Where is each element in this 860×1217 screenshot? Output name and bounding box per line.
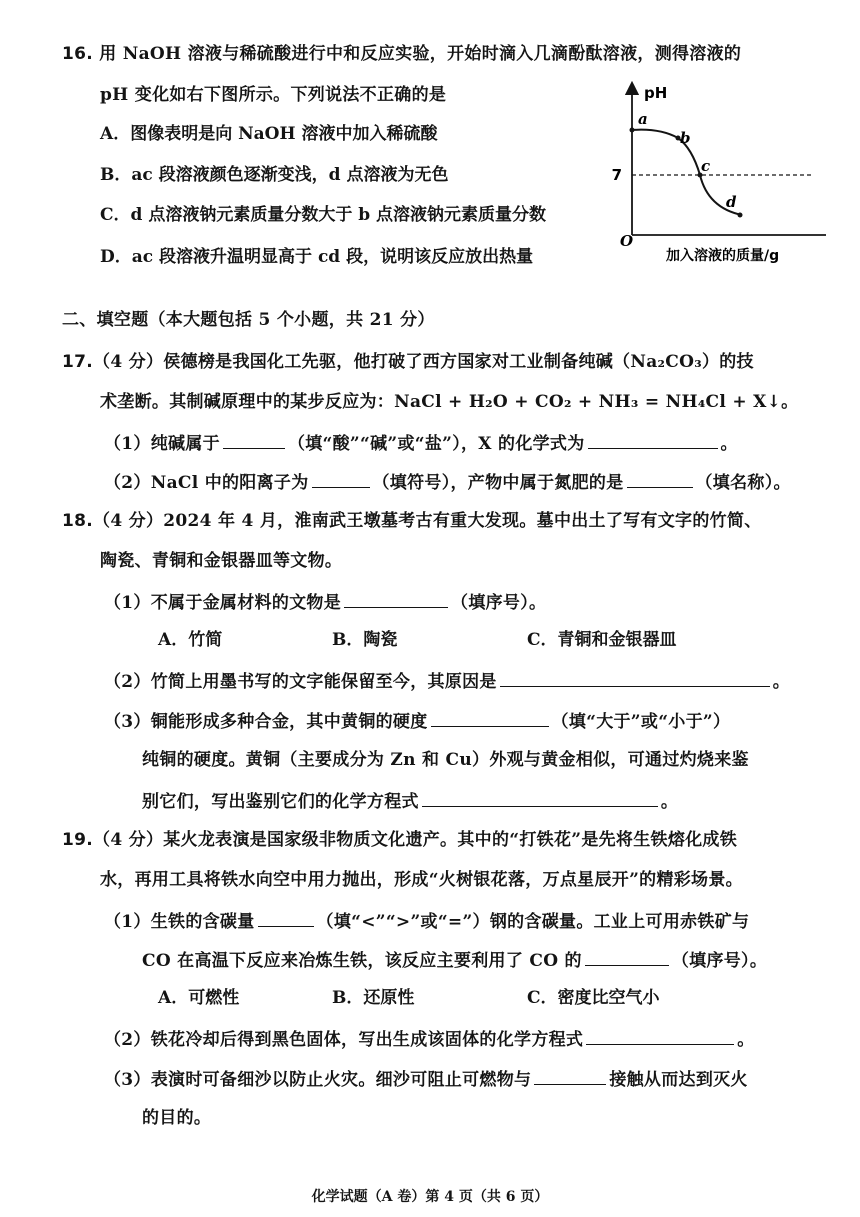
- q18-stem-line1: （4 分）2024 年 4 月，淮南武王墩墓考古有重大发现。墓中出土了写有文字的竹简、: [93, 511, 762, 531]
- q18-sub3-line3: [142, 788, 678, 814]
- q19-sub1-text-a: （1）生铁的含碳量: [104, 912, 255, 932]
- q18-sub2-text-b: 。: [772, 672, 791, 692]
- q17-sub1-text-a: （1）纯碱属于: [104, 434, 220, 454]
- q18-number: 18.: [62, 511, 94, 531]
- q17-sub2-text-c: （填名称）。: [695, 473, 791, 493]
- q18-sub3-text-c: 别它们，写出鉴别它们的化学方程式: [142, 792, 419, 812]
- q17-stem-line1: （4 分）侯德榜是我国化工先驱，他打破了西方国家对工业制备纯碱（Na₂CO₃）的技: [93, 352, 754, 372]
- q19-option-c: C．密度比空气小: [527, 988, 660, 1008]
- q16-number: 16.: [62, 44, 94, 64]
- page-footer: 化学试题（A 卷）第 4 页（共 6 页）: [311, 1189, 549, 1205]
- q18-sub3-text-a: （3）铜能形成多种合金，其中黄铜的硬度: [104, 712, 428, 732]
- section-title: 二、填空题（本大题包括 5 个小题，共 21 分）: [62, 310, 435, 330]
- q19-blank-3[interactable]: [586, 1026, 734, 1045]
- q18-sub2-text-a: （2）竹简上用墨书写的文字能保留至今，其原因是: [104, 672, 497, 692]
- origin-label: O: [620, 232, 634, 250]
- q19-stem-line2: 水，再用工具将铁水向空中用力抛出，形成“火树银花落，万点星辰开”的精彩场景。: [100, 870, 743, 890]
- label-b: b: [680, 129, 691, 147]
- q19-sub1: [104, 908, 749, 934]
- q19-blank-1[interactable]: [258, 908, 314, 927]
- q16-option-c: C．d 点溶液钠元素质量分数大于 b 点溶液钠元素质量分数: [100, 205, 547, 225]
- q16-option-d: D．ac 段溶液升温明显高于 cd 段，说明该反应放出热量: [100, 247, 534, 267]
- q19-sub3-line2: 的目的。: [142, 1108, 212, 1128]
- point-a: [630, 128, 635, 133]
- q19-sub3: [104, 1066, 748, 1092]
- q18-sub3-line2: 纯铜的硬度。黄铜（主要成分为 Zn 和 Cu）外观与黄金相似，可通过灼烧来鉴: [142, 750, 749, 770]
- q16-option-a: A．图像表明是向 NaOH 溶液中加入稀硫酸: [100, 124, 438, 144]
- q17-sub1-text-c: 。: [720, 434, 738, 454]
- q19-line1: [62, 828, 737, 852]
- label-c: c: [701, 157, 711, 175]
- q17-sub2-text-b: （填符号），产物中属于氮肥的是: [372, 473, 624, 493]
- q19-sub1-text-b: （填“<”“>”或“=”）钢的含碳量。工业上可用赤铁矿与: [316, 912, 750, 932]
- q19-option-b: B．还原性: [332, 988, 415, 1008]
- q19-sub3-text-a: （3）表演时可备细沙以防止火灾。细沙可阻止可燃物与: [104, 1070, 532, 1090]
- q19-sub2: [104, 1026, 755, 1052]
- q18-line1: [62, 509, 762, 533]
- q17-sub1: [104, 430, 738, 456]
- tick-7: 7: [611, 166, 622, 184]
- q19-number: 19.: [62, 830, 94, 850]
- q19-option-a: A．可燃性: [158, 988, 240, 1008]
- q17-line1: [62, 350, 754, 374]
- q19-sub2-text-b: 。: [737, 1030, 755, 1050]
- q17-sub2: [104, 469, 791, 495]
- q17-blank-3[interactable]: [312, 469, 370, 488]
- q17-blank-4[interactable]: [627, 469, 693, 488]
- q18-option-a: A．竹简: [158, 630, 223, 650]
- label-a: a: [638, 110, 648, 128]
- q18-sub3-text-b: （填“大于”或“小于”）: [551, 712, 731, 732]
- q18-sub1-text-b: （填序号）。: [451, 593, 547, 613]
- q17-stem-line2: 术垄断。其制碱原理中的某步反应为：NaCl + H₂O + CO₂ + NH₃ = NH₄Cl + X↓。: [100, 392, 799, 412]
- q19-blank-2[interactable]: [585, 947, 669, 966]
- q19-sub2-text-a: （2）铁花冷却后得到黑色固体，写出生成该固体的化学方程式: [104, 1030, 584, 1050]
- q18-blank-4[interactable]: [422, 788, 658, 807]
- q16-option-b: B．ac 段溶液颜色逐渐变浅，d 点溶液为无色: [100, 165, 449, 185]
- q19-sub3-text-b: 接触从而达到灭火: [609, 1070, 748, 1090]
- q18-blank-1[interactable]: [344, 589, 448, 608]
- q18-option-c: C．青铜和金银器皿: [527, 630, 677, 650]
- q16-stem-line1: 用 NaOH 溶液与稀硫酸进行中和反应实验，开始时滴入几滴酚酞溶液，测得溶液的: [99, 44, 742, 64]
- q19-blank-4[interactable]: [534, 1066, 606, 1085]
- q19-sub1-line2: [142, 947, 767, 973]
- y-axis-label: pH: [644, 84, 668, 102]
- q18-stem-line2: 陶瓷、青铜和金银器皿等文物。: [100, 551, 343, 571]
- ph-graph: [600, 80, 830, 270]
- q17-sub1-text-b: （填“酸”“碱”或“盐”），X 的化学式为: [287, 434, 585, 454]
- q18-sub1-text-a: （1）不属于金属材料的文物是: [104, 593, 342, 613]
- q16-line1: [62, 42, 741, 66]
- q18-option-b: B．陶瓷: [332, 630, 398, 650]
- q17-blank-2[interactable]: [588, 430, 718, 449]
- q17-number: 17.: [62, 352, 94, 372]
- q18-sub1: [104, 589, 546, 615]
- q19-sub1-text-d: （填序号）。: [671, 951, 768, 971]
- q19-stem-line1: （4 分）某火龙表演是国家级非物质文化遗产。其中的“打铁花”是先将生铁熔化成铁: [93, 830, 738, 850]
- q17-sub2-text-a: （2）NaCl 中的阳离子为: [104, 473, 309, 493]
- q16-stem-line2: pH 变化如右下图所示。下列说法不正确的是: [100, 85, 447, 105]
- x-axis-label: 加入溶液的质量/g: [666, 248, 780, 264]
- q18-sub3-text-d: 。: [660, 792, 679, 812]
- point-d: [738, 213, 743, 218]
- q18-sub3: [104, 708, 730, 734]
- q19-sub1-text-c: CO 在高温下反应来冶炼生铁，该反应主要利用了 CO 的: [142, 951, 582, 971]
- q18-blank-3[interactable]: [431, 708, 549, 727]
- q17-blank-1[interactable]: [223, 430, 285, 449]
- q18-blank-2[interactable]: [500, 668, 770, 687]
- label-d: d: [726, 193, 737, 211]
- q18-sub2: [104, 668, 790, 694]
